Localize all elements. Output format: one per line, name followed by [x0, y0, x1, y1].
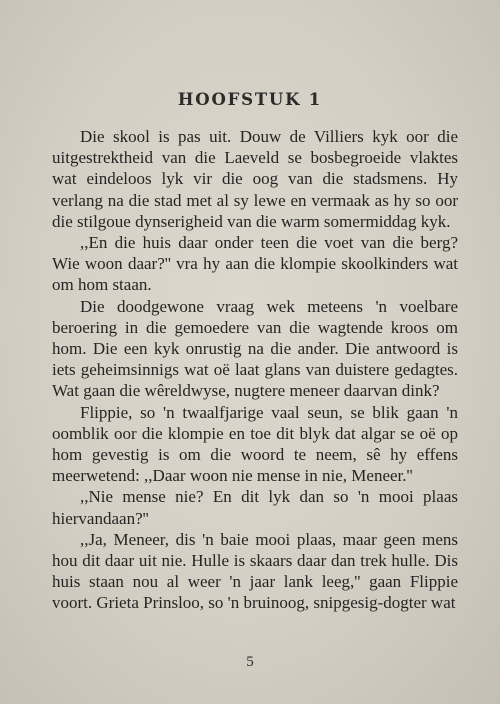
chapter-body-text — [52, 126, 458, 614]
paragraph: ,,Nie mense nie? En dit lyk dan so 'n mooi plaas hiervandaan?'' — [52, 487, 458, 528]
paragraph: ,,En die huis daar onder teen die voet van die berg? Wie woon daar?'' vra hy aan die klompie skoolkinders wat om hom staan. — [52, 233, 458, 295]
chapter-title: HOOFSTUK 1 — [177, 90, 323, 109]
page-number: 5 — [246, 654, 254, 670]
paragraph: Die skool is pas uit. Douw de Villiers kyk oor die uitgestrektheid van die Laeveld se bosbegroeide vlaktes wat eindeloos lyk vir die oog van die stadsmens. Hy verlang na die stad met al sy lewe en vermaak as hy so oor die stilgoue dynserigheid van die warm somermiddag kyk. — [52, 127, 458, 231]
paragraph: Flippie, so 'n twaalfjarige vaal seun, se blik gaan 'n oomblik oor die klompie en toe dit blyk dat algar se oë op hom gevestig is om die woord te neem, sê hy effens meerwetend: ,,Daar woon nie mense in nie, Meneer.'' — [52, 402, 458, 486]
paragraph: Die doodgewone vraag wek meteens 'n voelbare beroering in die gemoedere van die wagtende kroos om hom. Die een kyk onrustig na die ander. Die antwoord is iets geheimsinnigs wat oë laat glans van duistere gedagtes. Wat gaan die wêreldwyse, nugtere meneer daarvan dink? — [52, 296, 458, 401]
paragraph: ,,Ja, Meneer, dis 'n baie mooi plaas, maar geen mens hou dit daar uit nie. Hulle is skaars daar dan trek hulle. Dis huis staan nou al weer 'n jaar lank leeg,'' gaan Flippie voort. Grieta Prinsloo, so 'n bruinoog, snipgesig-dogter wat — [52, 529, 458, 613]
